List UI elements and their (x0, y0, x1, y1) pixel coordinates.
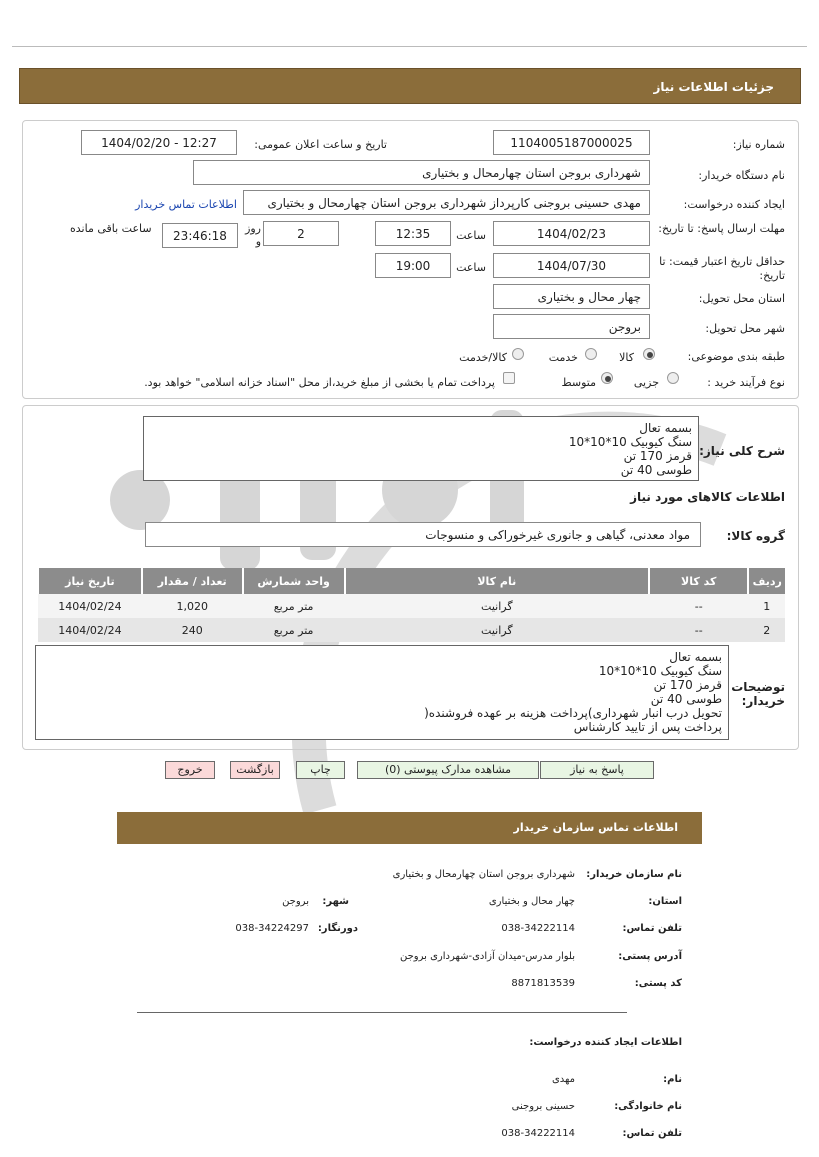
creator-name-label: نام: (663, 1074, 682, 1085)
category-goods-label: کالا (619, 351, 634, 364)
table-row (38, 594, 785, 618)
cell-date: 1404/02/24 (38, 594, 142, 618)
days-label: روز و (245, 222, 261, 248)
remaining-days: 2 (263, 221, 339, 246)
category-both-radio[interactable] (512, 348, 524, 360)
category-goods-radio[interactable] (643, 348, 655, 360)
deadline-date: 1404/02/23 (493, 221, 650, 246)
table-row (38, 618, 785, 642)
cell-unit: متر مربع (243, 618, 345, 642)
validity-hour-label: ساعت (456, 261, 486, 274)
contact-province: چهار محال و بختیاری (488, 896, 575, 907)
validity-time: 19:00 (375, 253, 451, 278)
cell-code: -- (649, 594, 749, 618)
buyer-org: شهرداری بروجن استان چهارمحال و بختیاری (193, 160, 650, 185)
deadline-hour-label: ساعت (456, 229, 486, 242)
print-button[interactable]: چاپ (296, 761, 345, 779)
contact-fax: 038-34224297 (235, 923, 309, 934)
contact-postal: 8871813539 (511, 978, 575, 989)
creator-info-title: اطلاعات ایجاد کننده درخواست: (529, 1037, 682, 1048)
treasury-payment-note: پرداخت تمام یا بخشی از مبلغ خرید،از محل "اسناد خزانه اسلامی" خواهد بود. (144, 376, 495, 389)
deadline-time: 12:35 (375, 221, 451, 246)
col-name: نام کالا (345, 568, 649, 594)
process-minor-radio[interactable] (667, 372, 679, 384)
creator-label: ایجاد کننده درخواست: (683, 198, 785, 211)
creator-name: مهدی (551, 1074, 575, 1085)
buyer-desc-text: بسمه تعال سنگ کیوبیک 10*10*10 قرمز 170 تن طوسی 40 تن تحویل درب انبار شهرداری)پرداخت هزینه بر عهده فروشنده( پرداخت پس از تایید کارشناس (35, 645, 729, 740)
col-qty: تعداد / مقدار (142, 568, 243, 594)
city: بروجن (493, 314, 650, 339)
validity-date: 1404/07/30 (493, 253, 650, 278)
category-label: طبقه بندی موضوعی: (687, 350, 785, 363)
city-label: شهر محل تحویل: (705, 322, 785, 335)
category-service-radio[interactable] (585, 348, 597, 360)
category-service-label: خدمت (548, 351, 578, 364)
province: چهار محال و بختیاری (493, 284, 650, 309)
contact-fax-label: دورنگار: (317, 923, 358, 934)
contact-city: بروجن (282, 896, 309, 907)
creator-phone-label: تلفن تماس: (622, 1128, 682, 1139)
contact-divider (137, 1012, 627, 1013)
announce-datetime: 1404/02/20 - 12:27 (81, 130, 237, 155)
contact-city-label: شهر: (322, 896, 349, 907)
summary-text: بسمه تعال سنگ کیوبیک 10*10*10 قرمز 170 تن طوسی 40 تن (143, 416, 699, 481)
cell-qty: 240 (142, 618, 243, 642)
province-label: استان محل تحویل: (698, 292, 785, 305)
process-minor-label: جزیی (633, 376, 659, 389)
cell-row: 2 (748, 618, 785, 642)
process-medium-label: متوسط (561, 376, 596, 389)
contact-org-label: نام سازمان خریدار: (586, 869, 682, 880)
deadline-label: مهلت ارسال پاسخ: تا تاریخ: (658, 222, 785, 235)
need-number-label: شماره نیاز: (732, 138, 785, 151)
col-date: تاریخ نیاز (38, 568, 142, 594)
cell-name: گرانیت (345, 618, 649, 642)
contact-postal-label: کد پستی: (634, 978, 682, 989)
process-medium-radio[interactable] (601, 372, 613, 384)
contact-org: شهرداری بروجن استان چهارمحال و بختیاری (392, 869, 575, 880)
cell-row: 1 (748, 594, 785, 618)
buyer-org-label: نام دستگاه خریدار: (698, 169, 785, 182)
contact-address-label: آدرس پستی: (618, 951, 682, 962)
goods-group: مواد معدنی، گیاهی و جانوری غیرخوراکی و منسوجات (145, 522, 701, 547)
contact-header: اطلاعات تماس سازمان خریدار (117, 812, 702, 844)
category-both-label: کالا/خدمت (459, 351, 507, 364)
contact-address: بلوار مدرس-میدان آزادی-شهرداری بروجن (400, 951, 575, 962)
treasury-payment-checkbox[interactable] (503, 372, 515, 384)
goods-table (37, 568, 785, 642)
buyer-contact-link[interactable]: اطلاعات تماس خریدار (135, 198, 237, 211)
need-number: 1104005187000025 (493, 130, 650, 155)
goods-title: اطلاعات کالاهای مورد نیاز (630, 490, 785, 504)
summary-label: شرح کلی نیاز: (699, 444, 785, 458)
contact-province-label: استان: (648, 896, 682, 907)
col-unit: واحد شمارش (243, 568, 345, 594)
contact-phone: 038-34222114 (501, 923, 575, 934)
goods-group-label: گروه کالا: (726, 529, 785, 543)
col-row: ردیف (748, 568, 785, 594)
top-divider (12, 46, 807, 47)
remaining-time: 23:46:18 (162, 223, 238, 248)
cell-code: -- (649, 618, 749, 642)
page-header: جزئیات اطلاعات نیاز (19, 68, 801, 104)
cell-unit: متر مربع (243, 594, 345, 618)
creator: مهدی حسینی بروجنی کارپرداز شهرداری بروجن استان چهارمحال و بختیاری (243, 190, 650, 215)
buyer-desc-label: توضیحات خریدار: (731, 680, 785, 708)
announce-label: تاریخ و ساعت اعلان عمومی: (254, 138, 387, 151)
exit-button[interactable]: خروج (165, 761, 215, 779)
reply-button[interactable]: پاسخ به نیاز (540, 761, 654, 779)
contact-phone-label: تلفن تماس: (622, 923, 682, 934)
validity-label: حداقل تاریخ اعتبار قیمت: تا تاریخ: (659, 255, 785, 282)
process-label: نوع فرآیند خرید : (707, 376, 785, 389)
col-code: کد کالا (649, 568, 749, 594)
creator-family: حسینی بروجنی (511, 1101, 575, 1112)
attachments-button[interactable]: مشاهده مدارک پیوستی (0) (357, 761, 539, 779)
back-button[interactable]: بازگشت (230, 761, 280, 779)
creator-phone: 038-34222114 (501, 1128, 575, 1139)
creator-family-label: نام خانوادگی: (614, 1101, 682, 1112)
cell-name: گرانیت (345, 594, 649, 618)
cell-qty: 1,020 (142, 594, 243, 618)
remaining-label: ساعت باقی مانده (70, 222, 152, 235)
cell-date: 1404/02/24 (38, 618, 142, 642)
